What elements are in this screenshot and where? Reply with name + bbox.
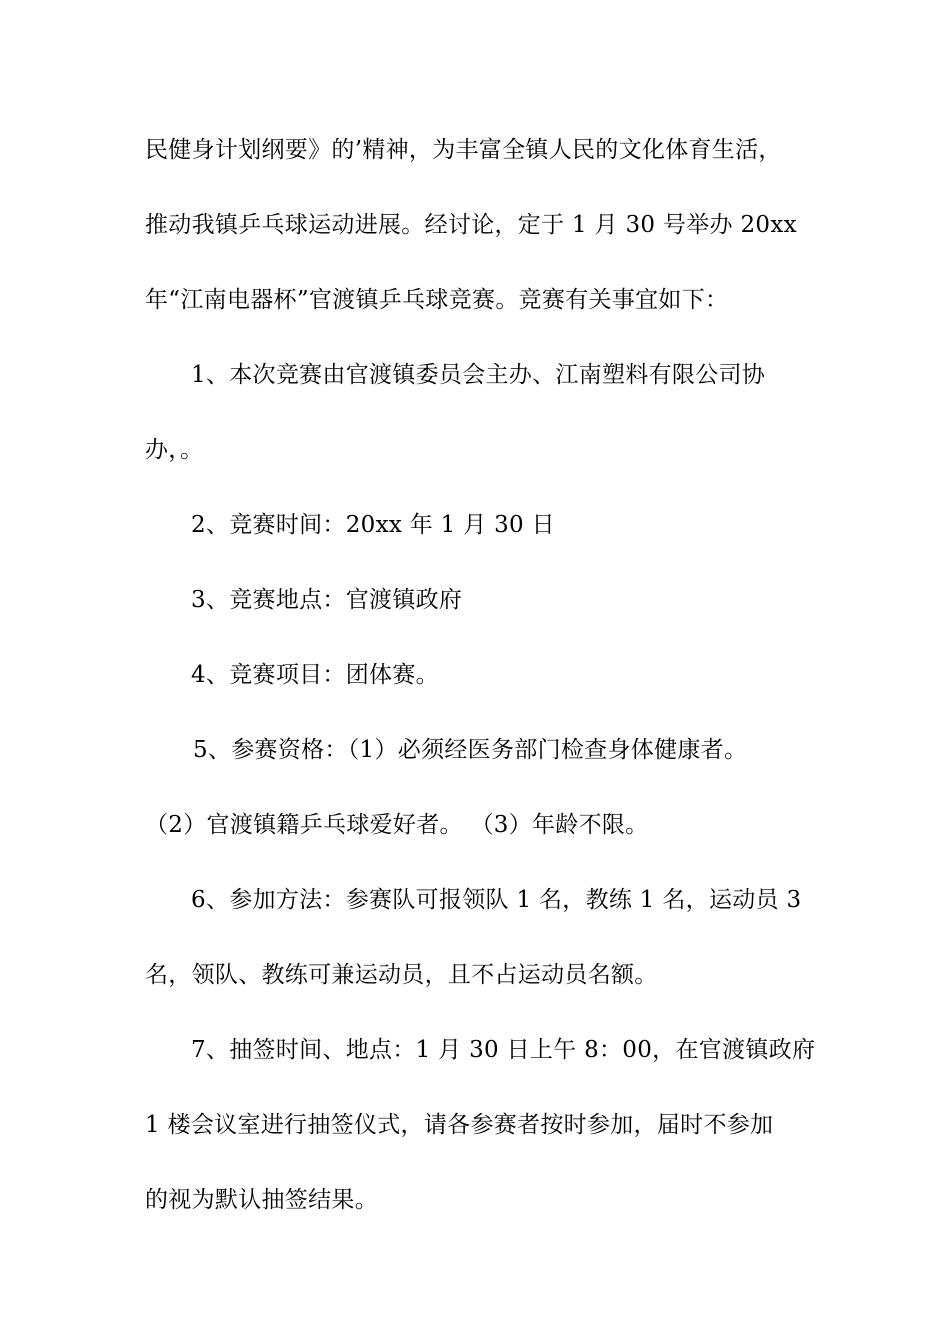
list-item-5-line-1: 5、参赛资格：（1）必须经医务部门检查身体健康者。: [193, 737, 748, 763]
list-item-7-line-3: 的视为默认抽签结果。: [145, 1187, 378, 1213]
list-item-1-line-1: 1、本次竞赛由官渡镇委员会主办、江南塑料有限公司协: [191, 362, 766, 388]
list-item-3: 3、竞赛地点：官渡镇政府: [191, 587, 463, 613]
list-item-5-line-2: （2）官渡镇籍乒乓球爱好者。 （3）年龄不限。: [145, 812, 649, 838]
list-item-6-line-2: 名，领队、教练可兼运动员，且不占运动员名额。: [145, 962, 658, 988]
list-item-4: 4、竞赛项目：团体赛。: [191, 662, 439, 688]
list-item-1-line-2: 办，。: [145, 437, 204, 463]
list-item-6-line-1: 6、参加方法：参赛队可报领队 1 名，教练 1 名，运动员 3: [191, 887, 802, 913]
list-item-2: 2、竞赛时间：20xx 年 1 月 30 日: [191, 512, 555, 538]
body-text-line-2: 推动我镇乒乓球运动进展。经讨论，定于 1 月 30 号举办 20xx: [145, 212, 797, 238]
list-item-7-line-2: 1 楼会议室进行抽签仪式，请各参赛者按时参加，届时不参加: [145, 1112, 774, 1138]
body-text-line-1: 民健身计划纲要》的’精神，为丰富全镇人民的文化体育生活，: [145, 137, 782, 163]
body-text-line-3: 年“江南电器杯”官渡镇乒乓球竞赛。竞赛有关事宜如下：: [145, 287, 729, 313]
list-item-7-line-1: 7、抽签时间、地点：1 月 30 日上午 8：00，在官渡镇政府: [191, 1037, 816, 1063]
